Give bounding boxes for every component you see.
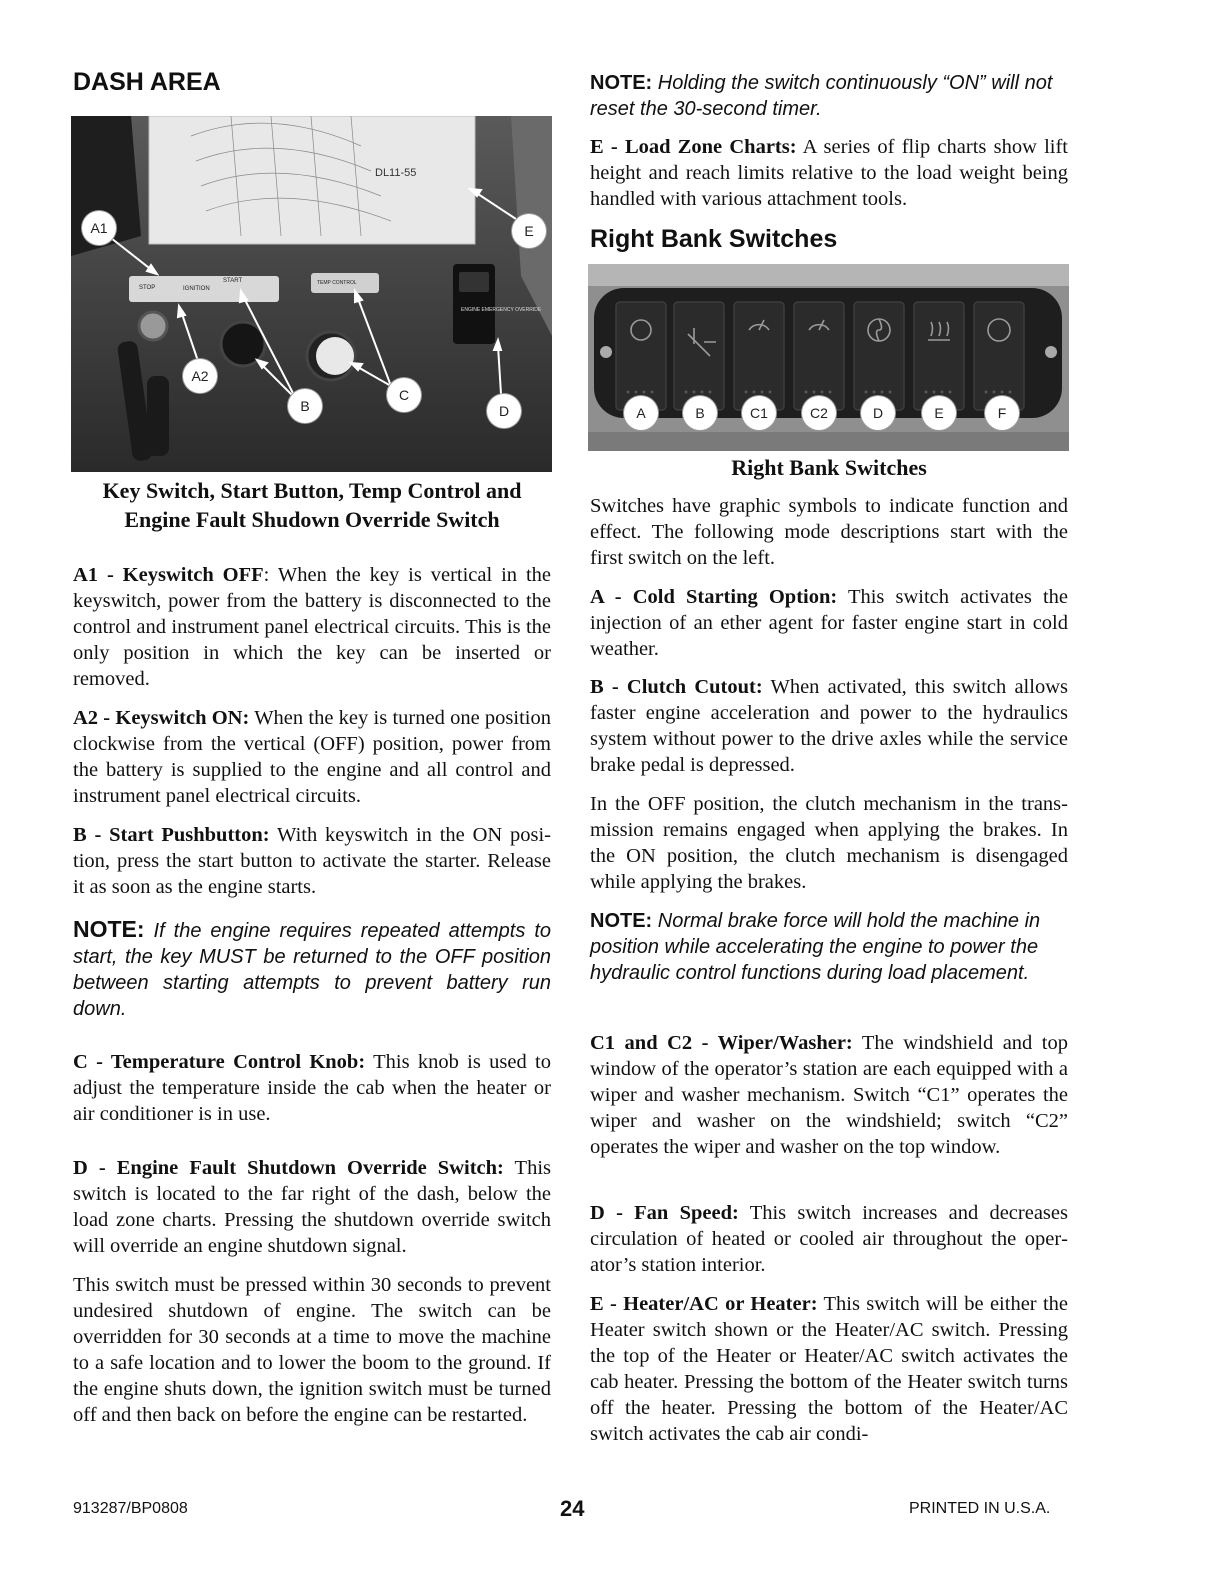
callout-switch-b: B (683, 396, 717, 430)
label-switch-c: C1 and C2 - Wiper/Washer: (590, 1032, 853, 1054)
callout-a2: A2 (183, 359, 217, 393)
override-label: ENGINE EMERGENCY OVERRIDE (461, 307, 542, 313)
paragraph-switch-b (590, 674, 1068, 778)
callout-b: B (288, 389, 322, 423)
note-text: Normal brake force will hold the machine in position while accelerating the engine to power the hydraulic control functions during load placement. (590, 910, 1041, 984)
paragraph-a1 (73, 562, 551, 692)
paragraph-d (73, 1155, 551, 1259)
page-number: 24 (560, 1496, 585, 1521)
callout-d: D (487, 394, 521, 428)
ignition-label: IGNITION (183, 286, 210, 292)
paragraph-c (73, 1049, 551, 1127)
note-text: If the engine requires repeated attempts to start, the key MUST be returned to the OFF position between starting attempts to prevent battery run down. (73, 920, 551, 1020)
note-30-second-timer (590, 70, 1068, 122)
caption-line-1: Key Switch, Start Button, Temp Control and (102, 478, 522, 503)
label-switch-d: D - Fan Speed: (590, 1202, 739, 1224)
label-switch-e: E - Heater/AC or Heater: (590, 1293, 818, 1315)
paragraph-b (73, 822, 551, 900)
stop-label: STOP (139, 285, 156, 291)
note-text: Holding the switch continuously “ON” will not reset the 30-second timer. (590, 72, 1053, 120)
callout-a1: A1 (82, 211, 116, 245)
paragraph-switch-c (590, 1030, 1068, 1160)
paragraph-switch-e (590, 1291, 1068, 1447)
figure-caption-left (73, 476, 551, 534)
note-label: NOTE: (590, 72, 653, 94)
text-c: This knob is used to adjust the temperature inside the cab when the heater or air conditioner is in use. (73, 1051, 551, 1125)
text-e-load-zone: A series of flip charts show lift height and reach limits relative to the load weight being handled with various attachment tools. (590, 136, 1068, 210)
paragraph-switch-b-continued: In the OFF position, the clutch mechanism in the transmission remains engaged when applying the brakes. In the ON position, the clutch mechanism is disengaged while applying the brakes. (590, 793, 1068, 893)
caption-line-2: Engine Fault Shudown Override Switch (124, 507, 500, 532)
right-bank-switches-photo (588, 264, 1069, 451)
dash-area-photo (71, 116, 552, 472)
figure-caption-right: Right Bank Switches (731, 455, 927, 480)
note-brake-force (590, 908, 1068, 986)
label-a1: A1 - Keyswitch OFF (73, 564, 264, 586)
label-switch-a: A - Cold Starting Option: (590, 586, 838, 608)
paragraph-switch-d (590, 1200, 1068, 1278)
callout-switch-a: A (624, 396, 658, 430)
label-b: B - Start Pushbutton: (73, 824, 270, 846)
label-e-load-zone: E - Load Zone Charts: (590, 136, 797, 158)
footer-printed: PRINTED IN U.S.A. (909, 1500, 1051, 1517)
text-switch-a: This switch activates the injection of an ether agent for faster engine start in cold weather. (590, 586, 1069, 660)
callout-switch-c2: C2 (802, 396, 836, 430)
callout-switch-d: D (861, 396, 895, 430)
label-c: C - Temperature Control Knob: (73, 1051, 366, 1073)
label-a2: A2 - Keyswitch ON: (73, 707, 250, 729)
callout-switch-e: E (922, 396, 956, 430)
text-d: This switch is located to the far right of the dash, below the load zone charts. Pressing the shutdown override switch will override an engine shutdown signal. (73, 1157, 551, 1257)
text-switch-d: This switch increases and decreases circulation of heated or cooled air throughout the operator’s station interior. (590, 1202, 1068, 1276)
callout-e: E (512, 214, 546, 248)
text-a1: : When the key is vertical in the keyswitch, power from the battery is disconnected to the control and instrument panel electrical circuits. This is the only position in which the key can be inserted or removed. (73, 564, 551, 690)
text-switch-c: The windshield and top window of the operator’s station are each equipped with a wiper and washer mechanism. Switch “C1” operates the wiper and washer on the windshield; switch “C2” operates the wiper and washer on the top window. (590, 1032, 1068, 1158)
note-label: NOTE: (590, 910, 653, 932)
paragraph-e-load-zone (590, 134, 1068, 212)
text-switch-e: This switch will be either the Heater switch shown or the Heater/AC switch. Pressing the top of the Heater or Heater/AC switch activates the cab heater. Pressing the bottom of the Heater switch turns off the heater. Pressing the bottom of the Heater/AC switch activates the cab air condi- (590, 1293, 1068, 1445)
paragraph-switch-a (590, 584, 1068, 662)
chart-model-label: DL11-55 (375, 167, 417, 179)
paragraph-d-continued: This switch must be pressed within 30 seconds to prevent undesired shutdown of engine. The switch can be overridden for 30 seconds at a time to move the machine to a safe location and to lower the boom to the ground. If the engine shuts down, the ignition switch must be turned off and then back on before the engine can be restarted. (73, 1274, 551, 1426)
paragraph-intro: Switches have graphic symbols to indicate function and effect. The following mode descriptions start with the first switch on the left. (590, 495, 1068, 569)
start-label: START (223, 278, 243, 284)
label-switch-b: B - Clutch Cutout: (590, 676, 763, 698)
text-b: With keyswitch in the ON position, press the start button to activate the starter. Release it as soon as the engine starts. (73, 824, 551, 898)
callout-switch-f: F (985, 396, 1019, 430)
note-label: NOTE: (73, 916, 145, 942)
text-switch-b: When activated, this switch allows faster engine acceleration and power to the hydraulics system without power to the drive axles while the service brake pedal is depressed. (590, 676, 1068, 776)
paragraph-a2 (73, 705, 551, 809)
footer-doc-number: 913287/BP0808 (73, 1500, 188, 1517)
text-a2: When the key is turned one position clockwise from the vertical (OFF) position, power from the battery is supplied to the engine and all control and instrument panel electrical circuits. (73, 707, 551, 807)
callout-c: C (387, 378, 421, 412)
section-heading-dash-area: DASH AREA (73, 68, 221, 96)
callout-switch-c1: C1 (742, 396, 776, 430)
section-heading-right-bank: Right Bank Switches (590, 225, 838, 253)
note-repeated-attempts (73, 916, 551, 1022)
label-d: D - Engine Fault Shutdown Override Switch: (73, 1157, 504, 1179)
temp-control-label: TEMP CONTROL (317, 280, 357, 286)
